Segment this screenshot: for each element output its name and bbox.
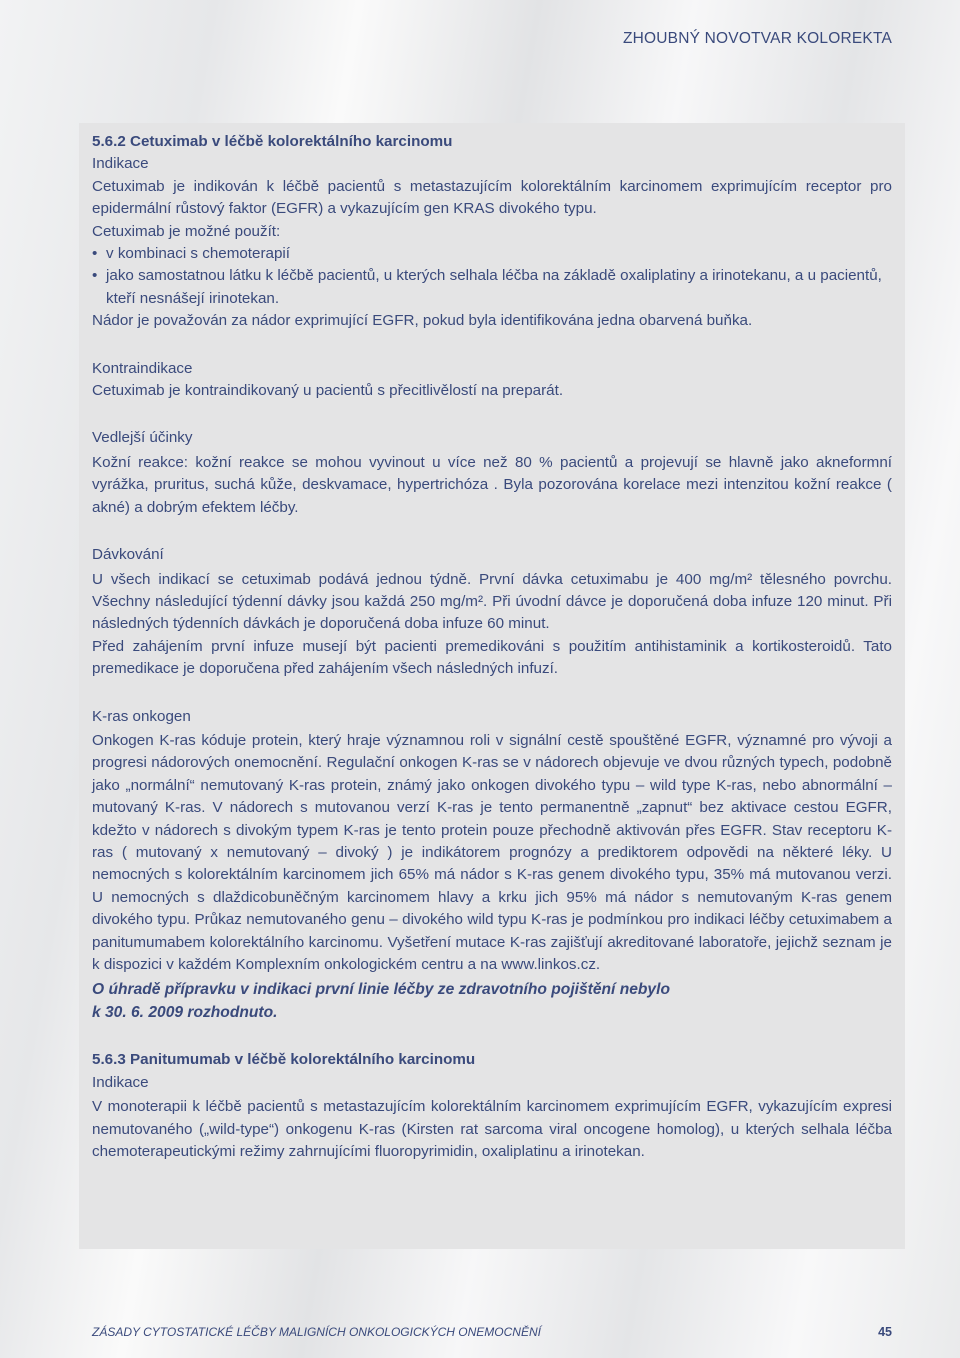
kras-paragraph: Onkogen K-ras kóduje protein, který hraje významnou roli v signální cestě spouštěné EGFR, významné pro vývoji a progresi nádorových onemocnění. Regulační onkogen K-ras se v nádorech objevuje ve dvou různých typech, podobně jako „normální“ nemutovaný K-ras protein, známý jako onkogen divokého typu – wild type K-ras, nebo abnormální – mutovaný K-ras. V nádorech s mutovanou verzí K-ras je tento permanentně „zapnut“ bez aktivace cestou EGFR, kdežto v nádorech s divokým typem K-ras je tento protein pouze přechodně aktivován přes EGFR. Stav receptoru K-ras ( mutovaný x nemutovaný – divoký ) je indikátorem prognózy a prediktorem odpovědi na některé léky. U nemocných s kolorektálním karcinomem jich 65% má nádor s K-ras genem divokého typu, 35% má mutovanou verzi. U nemocných s dlaždicobuněčným karcinomem hlavy a krku jich 95% má nádor s nemutovaným K-ras genem divokého typu. Průkaz nemutovaného genu – divokého wild typu K-ras je podmínkou pro indikaci léčby cetuximabem a panitumumabem kolorektálního karcinomu. Vyšetření mutace K-ras zajišťují akreditované laboratoře, jejichž seznam je k dispozici v každém Komplexním onkologickém centru a na www.linkos.cz. (92, 731, 892, 973)
bullet-icon: • (92, 245, 98, 263)
davkovani-paragraph: U všech indikací se cetuximab podává jednou týdně. První dávka cetuximabu je 400 mg/m² tělesného povrchu. Všechny následující týdenní dávky jsou každá 250 mg/m². Při úvodní dávce je doporučená doba infuze 120 minut. Při následných týdenních dávkách je doporučená doba infuze 60 minut. (92, 570, 892, 633)
indikace-heading: Indikace (92, 155, 149, 173)
footer-title: ZÁSADY CYTOSTATICKÉ LÉČBY MALIGNÍCH ONKOLOGICKÝCH ONEMOCNĚNÍ (92, 1325, 541, 1339)
kontraindikace-heading: Kontraindikace (92, 359, 193, 377)
notice-line: k 30. 6. 2009 rozhodnuto. (92, 1004, 278, 1022)
bullet-text: jako samostatnou látku k léčbě pacientů, u kterých selhala léčba na základě oxaliplatiny a irinotekanu, a u pacientů, kteří nesnášejí irinotekan. (106, 267, 882, 307)
bullet-icon: • (92, 267, 98, 285)
page-footer (92, 1325, 892, 1339)
kontraindikace-paragraph: Cetuximab je kontraindikovaný u pacientů s přecitlivělostí na preparát. (92, 382, 564, 400)
panitumumab-indikace-paragraph: V monoterapii k léčbě pacientů s metastazujícím kolorektálním karcinomem exprimujícím EGFR, vykazujícím expresi nemutovaného („wild-type“) onkogenu K-ras (Kirsten rat sarcoma viral oncogene homolog), u kterých selhala léčba chemoterapeutickými režimy zahrnujícími fluoropyrimidin, oxaliplatinu a irinotekan. (92, 1098, 892, 1161)
bullet-item (92, 265, 892, 310)
premedikace-paragraph: Před zahájením první infuze musejí být pacienti premedikováni s použitím antihistaminik a kortikosteroidů. Tato premedikace je doporučena před zahájením všech následných infuzí. (92, 637, 892, 678)
egfr-note: Nádor je považován za nádor exprimující EGFR, pokud byla identifikována jedna obarvená buňka. (92, 312, 753, 330)
main-content (92, 131, 892, 1163)
vedlejsi-ucinky-heading: Vedlejší účinky (92, 429, 193, 447)
reimbursement-notice (92, 978, 892, 1024)
indikace-heading: Indikace (92, 1073, 149, 1091)
indikace-usage-intro: Cetuximab je možné použít: (92, 222, 281, 240)
notice-line: O úhradě přípravku v indikaci první linie léčby ze zdravotního pojištění nebylo (92, 981, 670, 999)
page-number: 45 (878, 1325, 892, 1339)
running-header: ZHOUBNÝ NOVOTVAR KOLOREKTA (622, 30, 892, 47)
indikace-paragraph: Cetuximab je indikován k léčbě pacientů s metastazujícím kolorektálním karcinomem exprimujícím receptor pro epidermální růstový faktor (EGFR) a vykazujícím gen KRAS divokého typu. (92, 177, 892, 218)
bullet-text: v kombinaci s chemoterapií (106, 245, 291, 263)
bullet-item (92, 243, 892, 265)
vedlejsi-ucinky-paragraph: Kožní reakce: kožní reakce se mohou vyvinout u více než 80 % pacientů a projevují se hlavně jako akneformní vyrážka, pruritus, suchá kůže, deskvamace, hypertrichóza . Byla pozorována korelace mezi intenzitou kožní reakce ( akné) a dobrým efektem léčby. (92, 453, 892, 516)
section-title-panitumumab: 5.6.3 Panitumumab v léčbě kolorektálního karcinomu (92, 1051, 476, 1069)
kras-heading: K-ras onkogen (92, 707, 191, 725)
section-title-cetuximab: 5.6.2 Cetuximab v léčbě kolorektálního karcinomu (92, 133, 453, 150)
davkovani-heading: Dávkování (92, 546, 164, 564)
